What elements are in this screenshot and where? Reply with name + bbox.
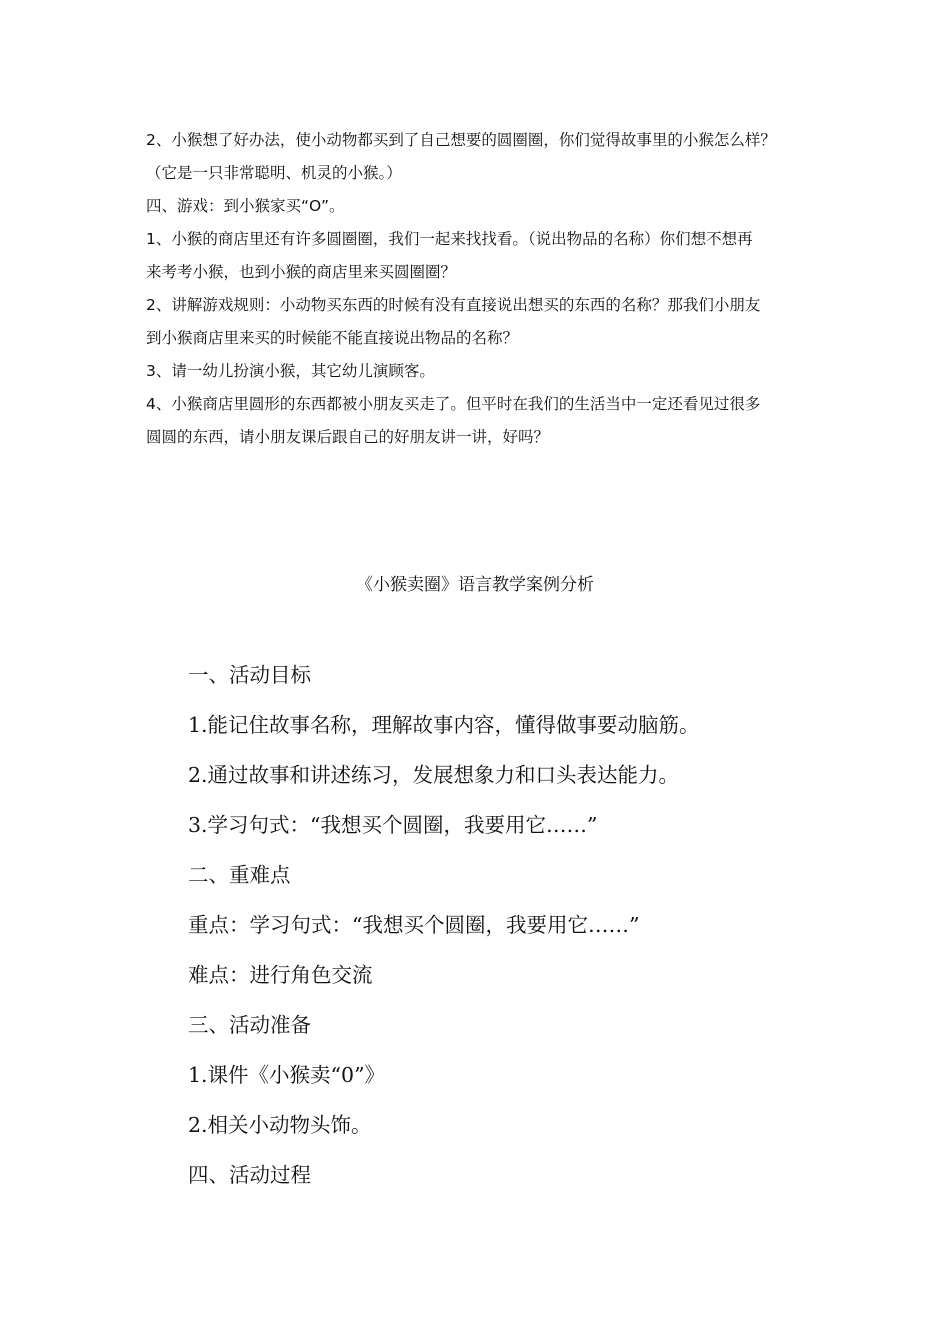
list-item: 重点：学习句式：“我想买个圆圈，我要用它……” (188, 913, 640, 937)
paragraph-line: 2、讲解游戏规则：小动物买东西的时候有没有直接说出想买的东西的名称？那我们小朋友 (146, 296, 761, 314)
section-heading-preparation: 三、活动准备 (188, 1013, 311, 1037)
list-item: 2.相关小动物头饰。 (188, 1113, 372, 1137)
list-item: 2.通过故事和讲述练习，发展想象力和口头表达能力。 (188, 763, 680, 787)
list-item: 3.学习句式：“我想买个圆圈，我要用它……” (188, 813, 598, 837)
paragraph-line: 2、小猴想了好办法，使小动物都买到了自己想要的圆圈圈，你们觉得故事里的小猴怎么样？ (146, 131, 776, 149)
paragraph-line: 4、小猴商店里圆形的东西都被小朋友买走了。但平时在我们的生活当中一定还看见过很多 (146, 395, 761, 413)
section-heading-process: 四、活动过程 (188, 1163, 311, 1187)
list-item: 难点：进行角色交流 (188, 963, 373, 987)
document-title: 《小猴卖圈》语言教学案例分析 (356, 575, 594, 595)
list-item: 1.课件《小猴卖“0”》 (188, 1063, 386, 1087)
paragraph-line: 1、小猴的商店里还有许多圆圈圈，我们一起来找找看。（说出物品的名称）你们想不想再 (146, 230, 753, 248)
paragraph-line: 来考考小猴，也到小猴的商店里来买圆圈圈？ (146, 263, 457, 281)
activity-continuation-section (146, 124, 816, 454)
paragraph-line: 圆圆的东西，请小朋友课后跟自己的好朋友讲一讲，好吗？ (146, 428, 550, 446)
section-heading-goals: 一、活动目标 (188, 663, 311, 687)
case-analysis-section (188, 650, 828, 1200)
paragraph-line: 到小猴商店里来买的时候能不能直接说出物品的名称？ (146, 329, 519, 347)
list-item: 1.能记住故事名称，理解故事内容，懂得做事要动脑筋。 (188, 713, 700, 737)
paragraph-line: 3、请一幼儿扮演小猴，其它幼儿演顾客。 (146, 362, 435, 380)
paragraph-line: （它是一只非常聪明、机灵的小猴。） (146, 164, 402, 182)
section-heading-key-points: 二、重难点 (188, 863, 291, 887)
section-heading-game: 四、游戏：到小猴家买“O”。 (146, 197, 345, 215)
